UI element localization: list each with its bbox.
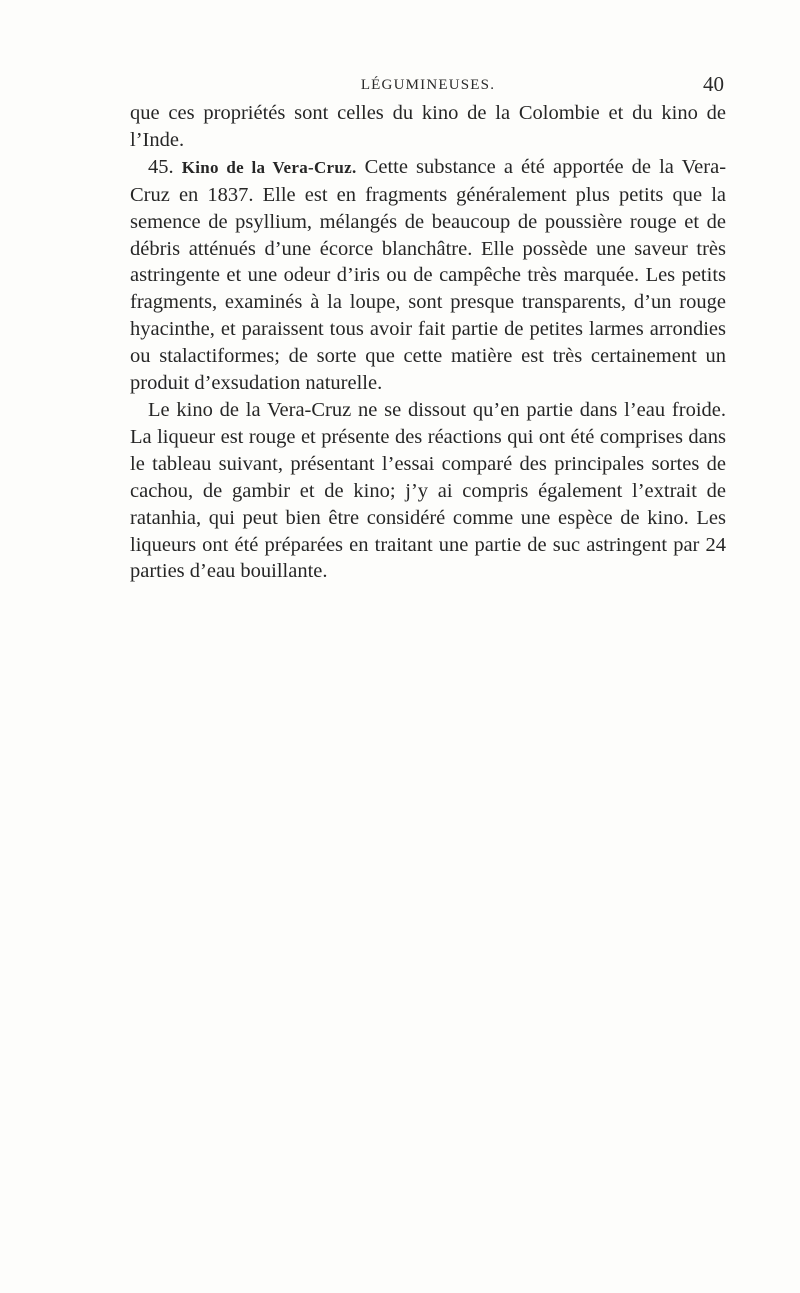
body-text [130,100,726,585]
paragraph-continuation: que ces propriétés sont celles du kino de la Colombie et du kino de l’Inde. [130,102,726,151]
paragraph-kino-vera-cruz [130,154,726,397]
section-number: 45. [148,155,174,178]
page-header [130,72,726,100]
section-title: Kino de la Vera-Cruz. [181,157,357,177]
running-title: LÉGUMINEUSES. [360,77,496,93]
section-text: Cette substance a été apportée de la Vera-Cruz en 1837. Elle est en fragments généralement plus petits que la semence de psyllium, mélangés de beaucoup de poussière rouge et de débris atténués d’une écorce blanchâtre. Elle possède une saveur très astringente et une odeur d’iris ou de campêche très marquée. Les petits fragments, examinés à la loupe, sont presque transparents, d’un rouge hyacinthe, et paraissent tous avoir fait partie de petites larmes arrondies ou stalactiformes; de sorte que cette matière est très certainement un produit d’exsudation naturelle. [130,155,727,395]
page-number: 40 [703,72,724,96]
paragraph-solubility: Le kino de la Vera-Cruz ne se dissout qu’en partie dans l’eau froide. La liqueur est rouge et présente des réactions qui ont été comprises dans le tableau suivant, présentant l’essai comparé des principales sortes de cachou, de gambir et de kino; j’y ai compris également l’extrait de ratanhia, qui peut bien être considéré comme une espèce de kino. Les liqueurs ont été préparées en traitant une partie de suc astringent par 24 parties d’eau bouillante. [130,398,726,583]
